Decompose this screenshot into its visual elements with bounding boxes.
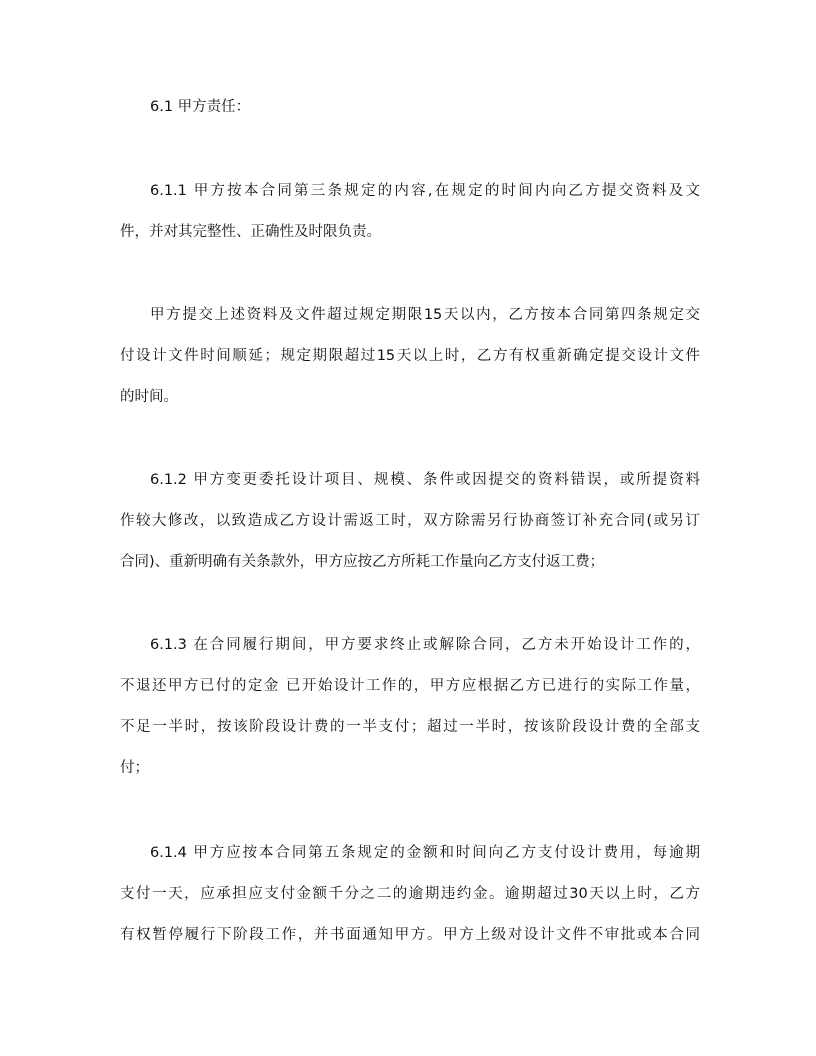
- clause-6-1-1-line-1: 6.1.1 甲方按本合同第三条规定的内容,在规定的时间内向乙方提交资料及文: [150, 183, 700, 199]
- clause-6-1-3-line-2: 不退还甲方已付的定金 已开始设计工作的，甲方应根据乙方已进行的实际工作量，: [120, 678, 700, 694]
- clause-6-1-2-line-2: 作较大修改，以致造成乙方设计需返工时，双方除需另行协商签订补充合同(或另订: [120, 513, 700, 529]
- clause-6-1-3-line-4: 付；: [120, 760, 149, 776]
- paragraph-line-2: 付设计文件时间顺延；规定期限超过15天以上时，乙方有权重新确定提交设计文件: [120, 348, 700, 364]
- clause-6-1-3-line-1: 6.1.3 在合同履行期间，甲方要求终止或解除合同，乙方未开始设计工作的，: [150, 637, 700, 653]
- section-heading-6-1: 6.1 甲方责任：: [150, 99, 251, 115]
- clause-6-1-1-line-2: 件，并对其完整性、正确性及时限负责。: [120, 224, 381, 240]
- paragraph-line-3: 的时间。: [120, 389, 178, 405]
- clause-6-1-4-line-1: 6.1.4 甲方应按本合同第五条规定的金额和时间向乙方支付设计费用，每逾期: [150, 845, 700, 861]
- clause-6-1-4-line-2: 支付一天，应承担应支付金额千分之二的逾期违约金。逾期超过30天以上时，乙方: [120, 886, 700, 902]
- clause-6-1-3-line-3: 不足一半时，按该阶段设计费的一半支付；超过一半时，按该阶段设计费的全部支: [120, 719, 700, 735]
- clause-6-1-4-line-3: 有权暂停履行下阶段工作，并书面通知甲方。甲方上级对设计文件不审批或本合同: [120, 927, 700, 943]
- clause-6-1-2-line-1: 6.1.2 甲方变更委托设计项目、规模、条件或因提交的资料错误，或所提资料: [150, 472, 700, 488]
- paragraph-line-1: 甲方提交上述资料及文件超过规定期限15天以内，乙方按本合同第四条规定交: [150, 307, 700, 323]
- clause-6-1-2-line-3: 合同)、重新明确有关条款外，甲方应按乙方所耗工作量向乙方支付返工费；: [120, 554, 605, 570]
